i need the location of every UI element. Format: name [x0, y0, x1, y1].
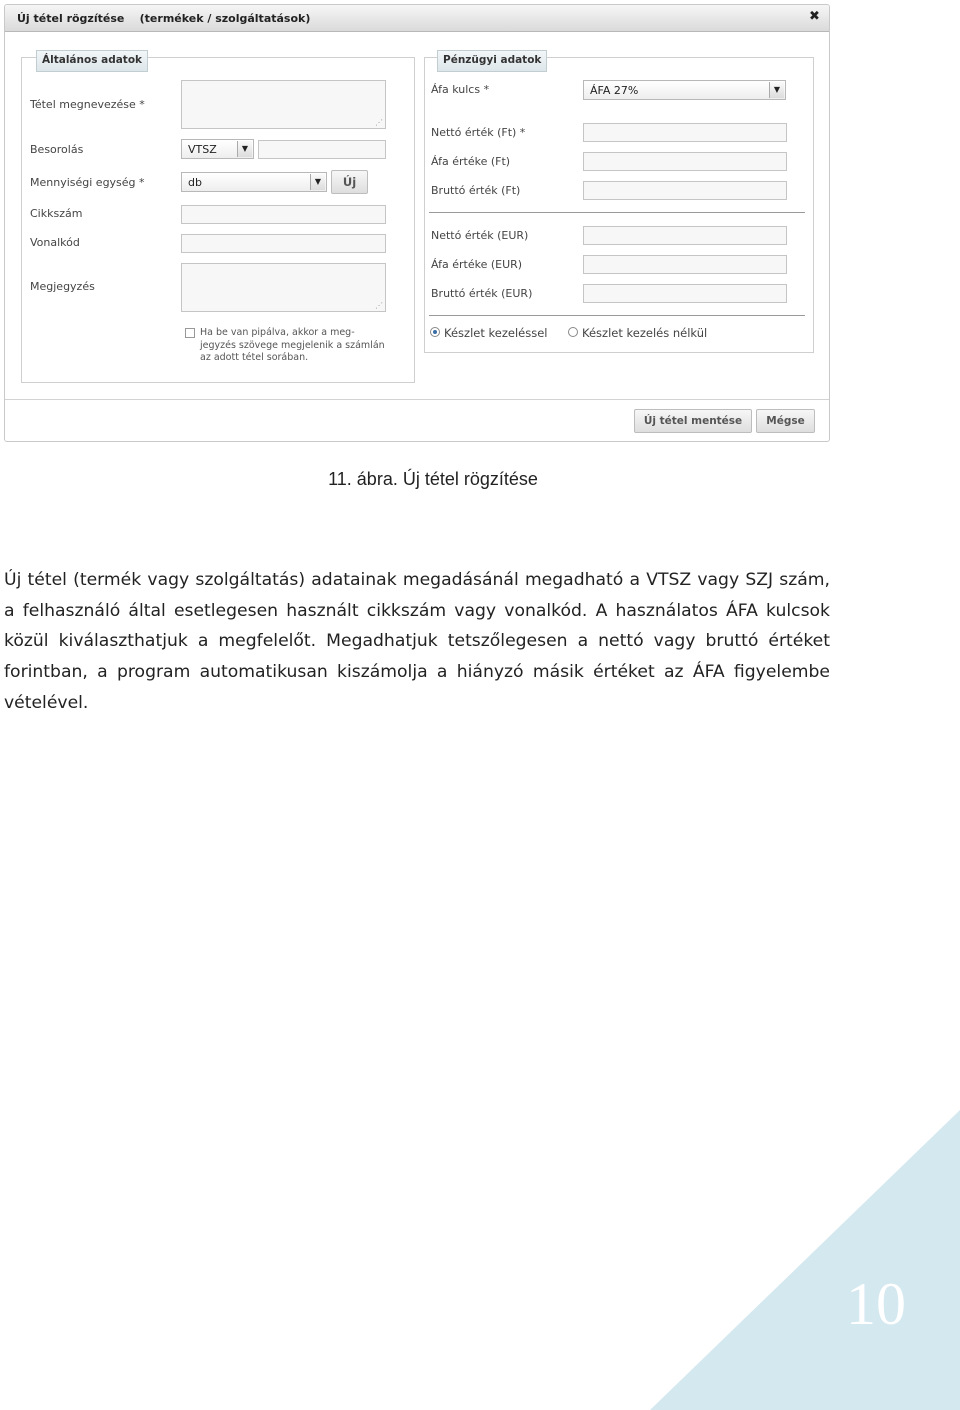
dialog-title: Új tétel rögzítése (termékek / szolgáltatások)	[17, 12, 311, 25]
note-textarea[interactable]	[181, 263, 386, 312]
barcode-label: Vonalkód	[30, 236, 80, 249]
stock-managed-radio[interactable]	[430, 327, 440, 337]
note-line: jegyzés szövege megjelenik a számlán	[200, 339, 385, 351]
net-value-huf-input[interactable]	[583, 123, 787, 142]
financial-data-fieldset	[424, 57, 814, 353]
resize-grip-icon[interactable]: ⋰	[375, 118, 383, 127]
net-value-huf-label: Nettó érték (Ft) *	[431, 126, 526, 139]
item-name-textarea[interactable]	[181, 80, 386, 129]
net-value-eur-input[interactable]	[583, 226, 787, 245]
stock-unmanaged-radio[interactable]	[568, 327, 578, 337]
stock-unmanaged-label: Készlet kezelés nélkül	[582, 326, 708, 340]
dropdown-arrow-icon[interactable]: ▼	[237, 141, 252, 157]
currency-separator	[429, 212, 805, 213]
corner-triangle	[650, 1110, 960, 1410]
financial-data-legend: Pénzügyi adatok	[437, 50, 547, 72]
stock-separator	[429, 315, 805, 316]
new-item-dialog	[4, 4, 830, 442]
footer-divider	[5, 399, 829, 400]
classification-select[interactable]	[181, 139, 254, 159]
sku-label: Cikkszám	[30, 207, 83, 220]
body-paragraph: Új tétel (termék vagy szolgáltatás) adatainak megadásánál megadható a VTSZ vagy SZJ szám, a felhasználó által esetlegesen használt cikkszám vagy vonalkód. A használatos ÁFA kulcsok közül kiválaszthatjuk a megfelelőt. Megadhatjuk tetszőlegesen a nettó vagy bruttó értéket forintban, a program automatikusan kiszámolja a hiányzó másik értéket az ÁFA figyelembe vételével.	[4, 570, 830, 713]
classification-value: VTSZ	[188, 143, 217, 156]
dialog-titlebar	[5, 5, 829, 32]
vat-value-eur-input[interactable]	[583, 255, 787, 274]
unit-value: db	[188, 176, 202, 189]
cancel-button[interactable]: Mégse	[756, 409, 815, 433]
gross-value-eur-input[interactable]	[583, 284, 787, 303]
show-note-description	[200, 327, 385, 365]
vat-value-huf-input[interactable]	[583, 152, 787, 171]
gross-value-huf-input[interactable]	[583, 181, 787, 200]
general-data-legend: Általános adatok	[36, 50, 148, 72]
vat-value-eur-label: Áfa értéke (EUR)	[431, 258, 523, 271]
gross-value-eur-label: Bruttó érték (EUR)	[431, 287, 533, 300]
show-note-checkbox[interactable]	[185, 328, 195, 338]
gross-value-huf-label: Bruttó érték (Ft)	[431, 184, 521, 197]
corner-triangle-shape	[650, 1110, 960, 1410]
net-value-eur-label: Nettó érték (EUR)	[431, 229, 529, 242]
classification-label: Besorolás	[30, 143, 84, 156]
sku-input[interactable]	[181, 205, 386, 224]
vat-rate-value: ÁFA 27%	[590, 84, 639, 97]
note-label: Megjegyzés	[30, 280, 95, 293]
vat-rate-select[interactable]	[583, 80, 786, 100]
item-name-label: Tétel megnevezése *	[30, 98, 145, 111]
classification-code-input[interactable]	[258, 140, 386, 159]
unit-label: Mennyiségi egység *	[30, 176, 145, 189]
unit-select[interactable]	[181, 172, 327, 192]
save-new-item-button[interactable]: Új tétel mentése	[634, 409, 752, 433]
new-unit-button[interactable]: Új	[331, 170, 368, 194]
resize-grip-icon[interactable]: ⋰	[375, 301, 383, 310]
barcode-input[interactable]	[181, 234, 386, 253]
figure-caption: 11. ábra. Új tétel rögzítése	[328, 469, 538, 489]
dropdown-arrow-icon[interactable]: ▼	[769, 82, 784, 98]
vat-rate-label: Áfa kulcs *	[431, 83, 490, 96]
page-number: 10	[846, 1271, 906, 1337]
dropdown-arrow-icon[interactable]: ▼	[310, 174, 325, 190]
vat-value-huf-label: Áfa értéke (Ft)	[431, 155, 511, 168]
close-icon[interactable]: ✖	[809, 9, 820, 24]
note-line: az adott tétel sorában.	[200, 352, 309, 363]
stock-managed-label: Készlet kezeléssel	[444, 326, 548, 340]
note-line: Ha be van pipálva, akkor a meg-	[200, 327, 355, 338]
